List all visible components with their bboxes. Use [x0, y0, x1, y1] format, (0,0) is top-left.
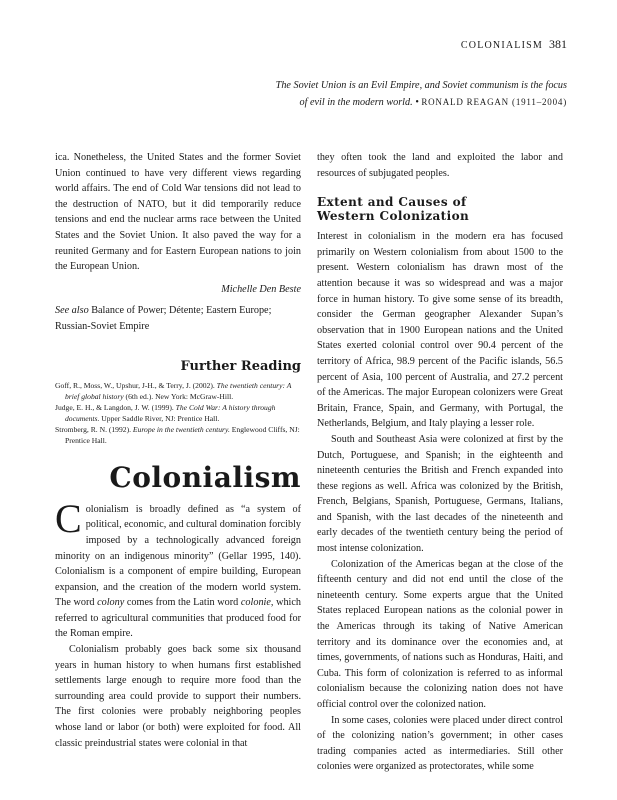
- reference-item: Goff, R., Moss, W., Upshur, J-H., & Terry, J. (2002). The twentieth century: A brief global history (6th ed.). New York: McGraw-Hill.: [55, 381, 292, 402]
- article-paragraph-2: Colonialism probably goes back some six thousand years in human history to when humans first established settlements large enough to require more food than the surrounding area could provide to support their numbers. The first colonies were probably neighboring peoples whose land or labor (or both) were exploited for food. All classic preindustrial states were colonial in that: [55, 644, 301, 749]
- section-paragraph-2: South and Southeast Asia were colonized at first by the Dutch, Portuguese, and Spanish; in the eighteenth and nineteenth centuries the British and French expanded into these regions as well. Africa was colonized by the British, French, Belgians, Spanish, Portuguese, Germans, Italians, and Spanish, with the last decades of the nineteenth and early decades of the twentieth century being the period of most intense colonization.: [317, 433, 563, 555]
- see-also-text: Balance of Power; Détente; Eastern Europe; Russian-Soviet Empire: [55, 305, 272, 332]
- section-paragraph-4: In some cases, colonies were placed under direct control of the colonizing nation’s government; in other cases trading companies acted as intermediaries. Still other colonies were organized as protectorates, while some: [317, 714, 563, 773]
- epigraph-line-2: of evil in the modern world.: [299, 97, 413, 108]
- left-column: [55, 150, 301, 751]
- running-header: [461, 37, 567, 52]
- continued-paragraph: they often took the land and exploited the labor and resources of subjugated peoples.: [317, 152, 563, 179]
- intro-paragraph: ica. Nonetheless, the United States and the former Soviet Union continued to have very different views regarding world affairs. The end of Cold War tensions did not lead to the destruction of NATO, but it did temporarily reduce tensions and end the nuclear arms race between the United States and the Soviet Union. It also paved the way for a reunited Germany and for Eastern European nations to join the European Union.: [55, 152, 301, 273]
- right-column: [317, 150, 563, 775]
- article-title: Colonialism: [109, 461, 301, 495]
- epigraph-attribution: RONALD REAGAN (1911–2004): [421, 97, 567, 107]
- section-paragraph-1: Interest in colonialism in the modern era has focused primarily on Western colonialism from about 1500 to the present. Western colonialism has drawn most of the attention because it was so widespread and was a major force in human history. To give some sense of its breadth, consider the German geographer Alexander Supan’s observation that in 1900 European nations and the United States exerted colonial control over 90.4 percent of the territory of Africa, 98.9 percent of the Pacific islands, 56.5 percent of Asia, 100 percent of Australia, and 27.2 percent of the Americas. The major European colonizers were Great Britain, France, Spain, and Germany, with Portugal, the Netherlands, Belgium, and Italy playing a lesser role.: [317, 231, 563, 430]
- see-also: [55, 303, 301, 334]
- further-reading-heading: Further Reading: [180, 358, 301, 374]
- epigraph: [227, 78, 567, 111]
- author-signature: Michelle Den Beste: [221, 283, 301, 295]
- page-number: 381: [549, 37, 567, 51]
- section-paragraph-3: Colonization of the Americas began at the close of the fifteenth century and did not end until the close of the nineteenth century. Some experts argue that the United States replaced European nations as the colonial power in the Americas through its taking of Native American territory and its dominance over the economies and, at times, governments, of nations such as Honduras, Haiti, and Cuba. This form of colonization is referred to as informal colonialism because the colonizing nation does not have official control over the colonized nation.: [317, 558, 563, 710]
- section-heading: Extent and Causes of Western Colonization: [317, 195, 470, 224]
- see-also-label: See also: [55, 305, 89, 317]
- reference-item: Stromberg, R. N. (1992). Europe in the twentieth century. Englewood Cliffs, NJ: Prentice Hall.: [55, 425, 300, 446]
- article-paragraph-1: Colonialism is broadly defined as “a system of political, economic, and cultural domination forcibly imposed by a technologically advanced foreign minority on an indigenous minority” (Gellar 1995, 140). Colonialism is a component of empire building, European expansion, and the creation of the modern world system. The word colony comes from the Latin word colonie, which referred to agricultural communities that produced food for the Roman empire.: [55, 495, 302, 640]
- epigraph-line-1: The Soviet Union is an Evil Empire, and Soviet communism is the focus: [275, 80, 567, 91]
- drop-cap: C: [55, 495, 82, 541]
- epigraph-bullet: •: [415, 97, 419, 108]
- running-title: COLONIALISM: [460, 40, 543, 51]
- reference-item: Judge, E. H., & Langdon, J. W. (1999). The Cold War: A history through documents. Upper Saddle River, NJ: Prentice Hall.: [55, 403, 276, 424]
